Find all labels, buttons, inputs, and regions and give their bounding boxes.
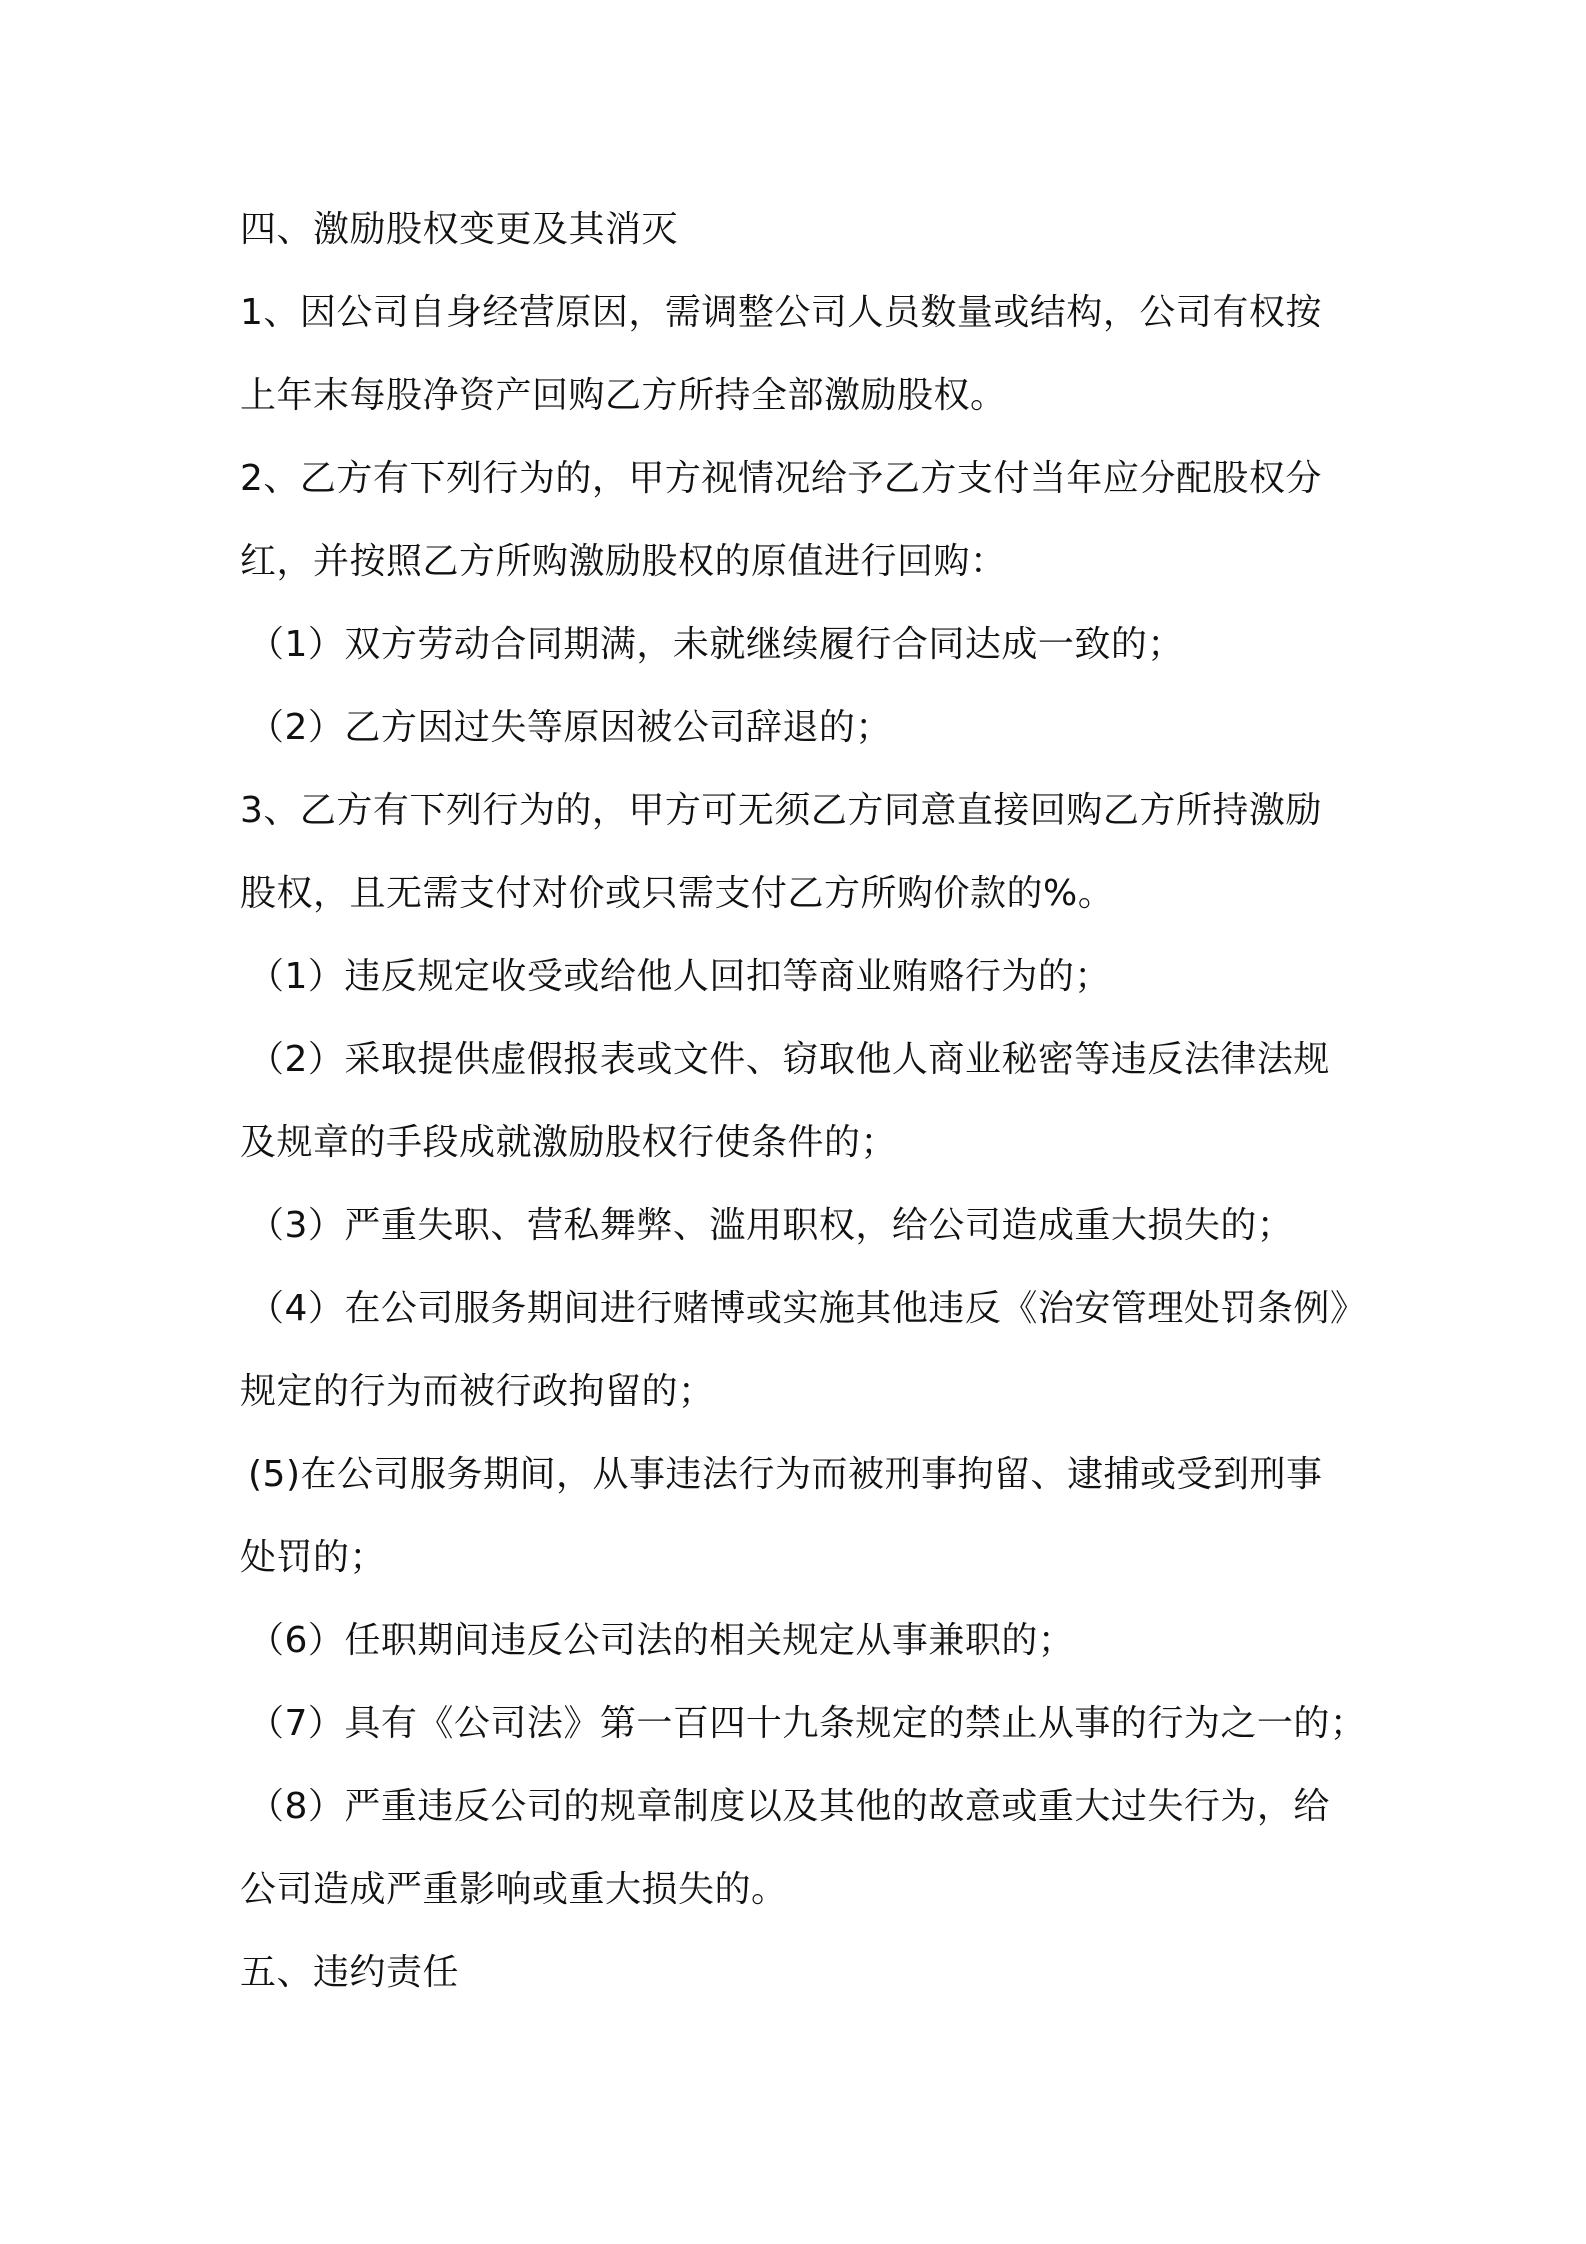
clause3-line1: 3、乙方有下列行为的，甲方可无须乙方同意直接回购乙方所持激励	[240, 790, 1322, 831]
clause3-item8-line2: 公司造成严重影响或重大损失的。	[240, 1869, 788, 1910]
section5-heading: 五、违约责任	[240, 1952, 460, 1993]
clause3-item4-line1: （4）在公司服务期间进行赌博或实施其他违反《治安管理处罚条例》	[248, 1288, 1367, 1329]
clause3-item3: （3）严重失职、营私舞弊、滥用职权，给公司造成重大损失的；	[248, 1205, 1294, 1246]
clause3-item2-line1: （2）采取提供虚假报表或文件、窃取他人商业秘密等违反法律法规	[248, 1039, 1330, 1080]
section4-heading: 四、激励股权变更及其消灭	[240, 209, 679, 250]
clause2-line2: 红，并按照乙方所购激励股权的原值进行回购：	[240, 541, 1007, 582]
clause3-item7: （7）具有《公司法》第一百四十九条规定的禁止从事的行为之一的；	[248, 1703, 1367, 1744]
clause2-item2: （2）乙方因过失等原因被公司辞退的；	[248, 707, 892, 748]
clause3-item6: （6）任职期间违反公司法的相关规定从事兼职的；	[248, 1620, 1075, 1661]
clause2-line1: 2、乙方有下列行为的，甲方视情况给予乙方支付当年应分配股权分	[240, 458, 1322, 499]
clause3-item8-line1: （8）严重违反公司的规章制度以及其他的故意或重大过失行为，给	[248, 1786, 1330, 1827]
clause2-item1: （1）双方劳动合同期满，未就继续履行合同达成一致的；	[248, 624, 1184, 665]
clause3-item2-line2: 及规章的手段成就激励股权行使条件的；	[240, 1122, 898, 1163]
clause3-item4-line2: 规定的行为而被行政拘留的；	[240, 1371, 715, 1412]
clause1-line1: 1、因公司自身经营原因，需调整公司人员数量或结构，公司有权按	[240, 292, 1322, 333]
clause3-item5-line2: 处罚的；	[240, 1537, 387, 1578]
clause1-line2: 上年末每股净资产回购乙方所持全部激励股权。	[240, 375, 1007, 416]
clause3-item5-line1: (5)在公司服务期间，从事违法行为而被刑事拘留、逮捕或受到刑事	[248, 1454, 1323, 1495]
clause3-item1: （1）违反规定收受或给他人回扣等商业贿赂行为的；	[248, 956, 1111, 997]
clause3-line2: 股权，且无需支付对价或只需支付乙方所购价款的%。	[240, 873, 1115, 914]
